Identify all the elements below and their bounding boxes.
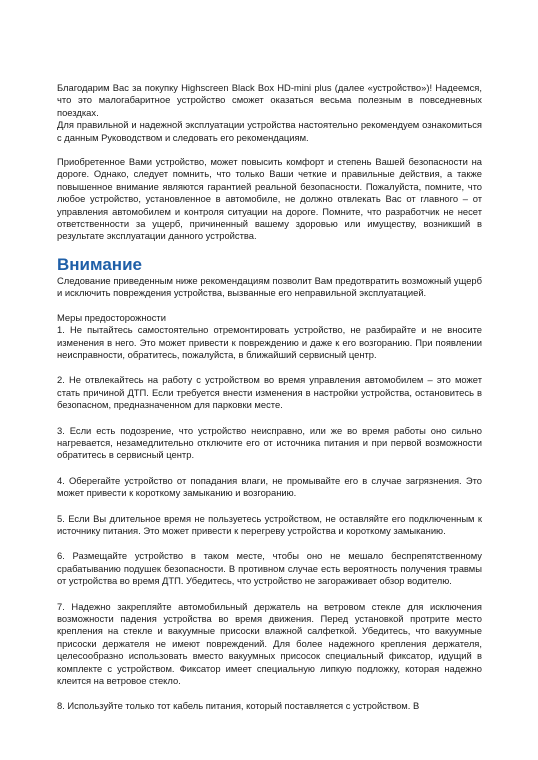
precaution-item-8: 8. Используйте только тот кабель питания, который поставляется с устройством. В <box>57 700 420 712</box>
attention-heading: Внимание <box>57 254 142 274</box>
precaution-item-4: 4. Оберегайте устройство от попадания влаги, не промывайте его в случае загрязнения. Это может привести к короткому замыканию и возгоранию. <box>57 474 482 499</box>
intro-paragraph-3: Приобретенное Вами устройство, может повысить комфорт и степень Вашей безопасности на дороге. Однако, следует помнить, что только Ваши четкие и правильные действия, а также повышенное внимание являются гарантией реальной безопасности. Пожалуйста, помните, что любое устройство, установленное в автомобиле, не должно отвлекать Вас от главного – от управления автомобилем и контроля ситуации на дороге. Помните, что разработчик не несет ответственности за ущерб, причиненный вашему здоровью или имуществу, возникший в результате эксплуатации данного устройства. <box>57 156 482 242</box>
precaution-item-6: 6. Размещайте устройство в таком месте, чтобы оно не мешало беспрепятственному срабатыванию подушек безопасности. В противном случае есть вероятность получения травмы от устройства во время ДТП. Убедитесь, что устройство не загораживает обзор водителю. <box>57 550 482 587</box>
precaution-item-7: 7. Надежно закрепляйте автомобильный держатель на ветровом стекле для исключения возможности падения устройства во время движения. Перед установкой протрите место крепления на стекле и вакуумные присоски влажной салфеткой. Убедитесь, что вакуумные присоски держателя не имеют повреждений. Для более надежного крепления держателя, целесообразно использовать вместо вакуумных присосок специальный фиксатор, идущий в комплекте с устройством. Фиксатор имеет специальную липкую подложку, которая надежно клеится на ветровое стекло. <box>57 600 482 687</box>
document-page <box>57 82 482 713</box>
precautions-title: Меры предосторожности <box>57 311 166 323</box>
intro-paragraph-1: Благодарим Вас за покупку Highscreen Black Box HD-mini plus (далее «устройство»)! Надеемся, что это малогабаритное устройство сможет оказаться весьма полезным в повседневных поездках. <box>57 82 482 118</box>
intro-paragraph-2: Для правильной и надежной эксплуатации устройства настоятельно рекомендуем ознакомиться с данным Руководством и следовать его рекомендациям. <box>57 119 482 143</box>
attention-intro: Следование приведенным ниже рекомендациям позволит Вам предотвратить возможный ущерб и исключить повреждения устройства, вызванные его неправильной эксплуатацией. <box>57 274 482 299</box>
precaution-item-2: 2. Не отвлекайтесь на работу с устройством во время управления автомобилем – это может стать причиной ДТП. Если требуется внести изменения в настройки устройства, остановитесь в безопасном, предназначенном для парковки месте. <box>57 374 482 411</box>
precaution-item-3: 3. Если есть подозрение, что устройство неисправно, или же во время работы оно сильно нагревается, незамедлительно отключите его от источника питания и при первой возможности обратитесь в сервисный центр. <box>57 424 482 461</box>
precaution-item-5: 5. Если Вы длительное время не пользуетесь устройством, не оставляйте его подключенным к источнику питания. Это может привести к перегреву устройства и короткому замыканию. <box>57 512 482 536</box>
precaution-item-1: 1. Не пытайтесь самостоятельно отремонтировать устройство, не разбирайте и не вносите изменения в него. Это может привести к повреждению и даже к его возгоранию. При появлении неисправности, обратитесь, пожалуйста, в ближайший сервисный центр. <box>57 324 482 360</box>
